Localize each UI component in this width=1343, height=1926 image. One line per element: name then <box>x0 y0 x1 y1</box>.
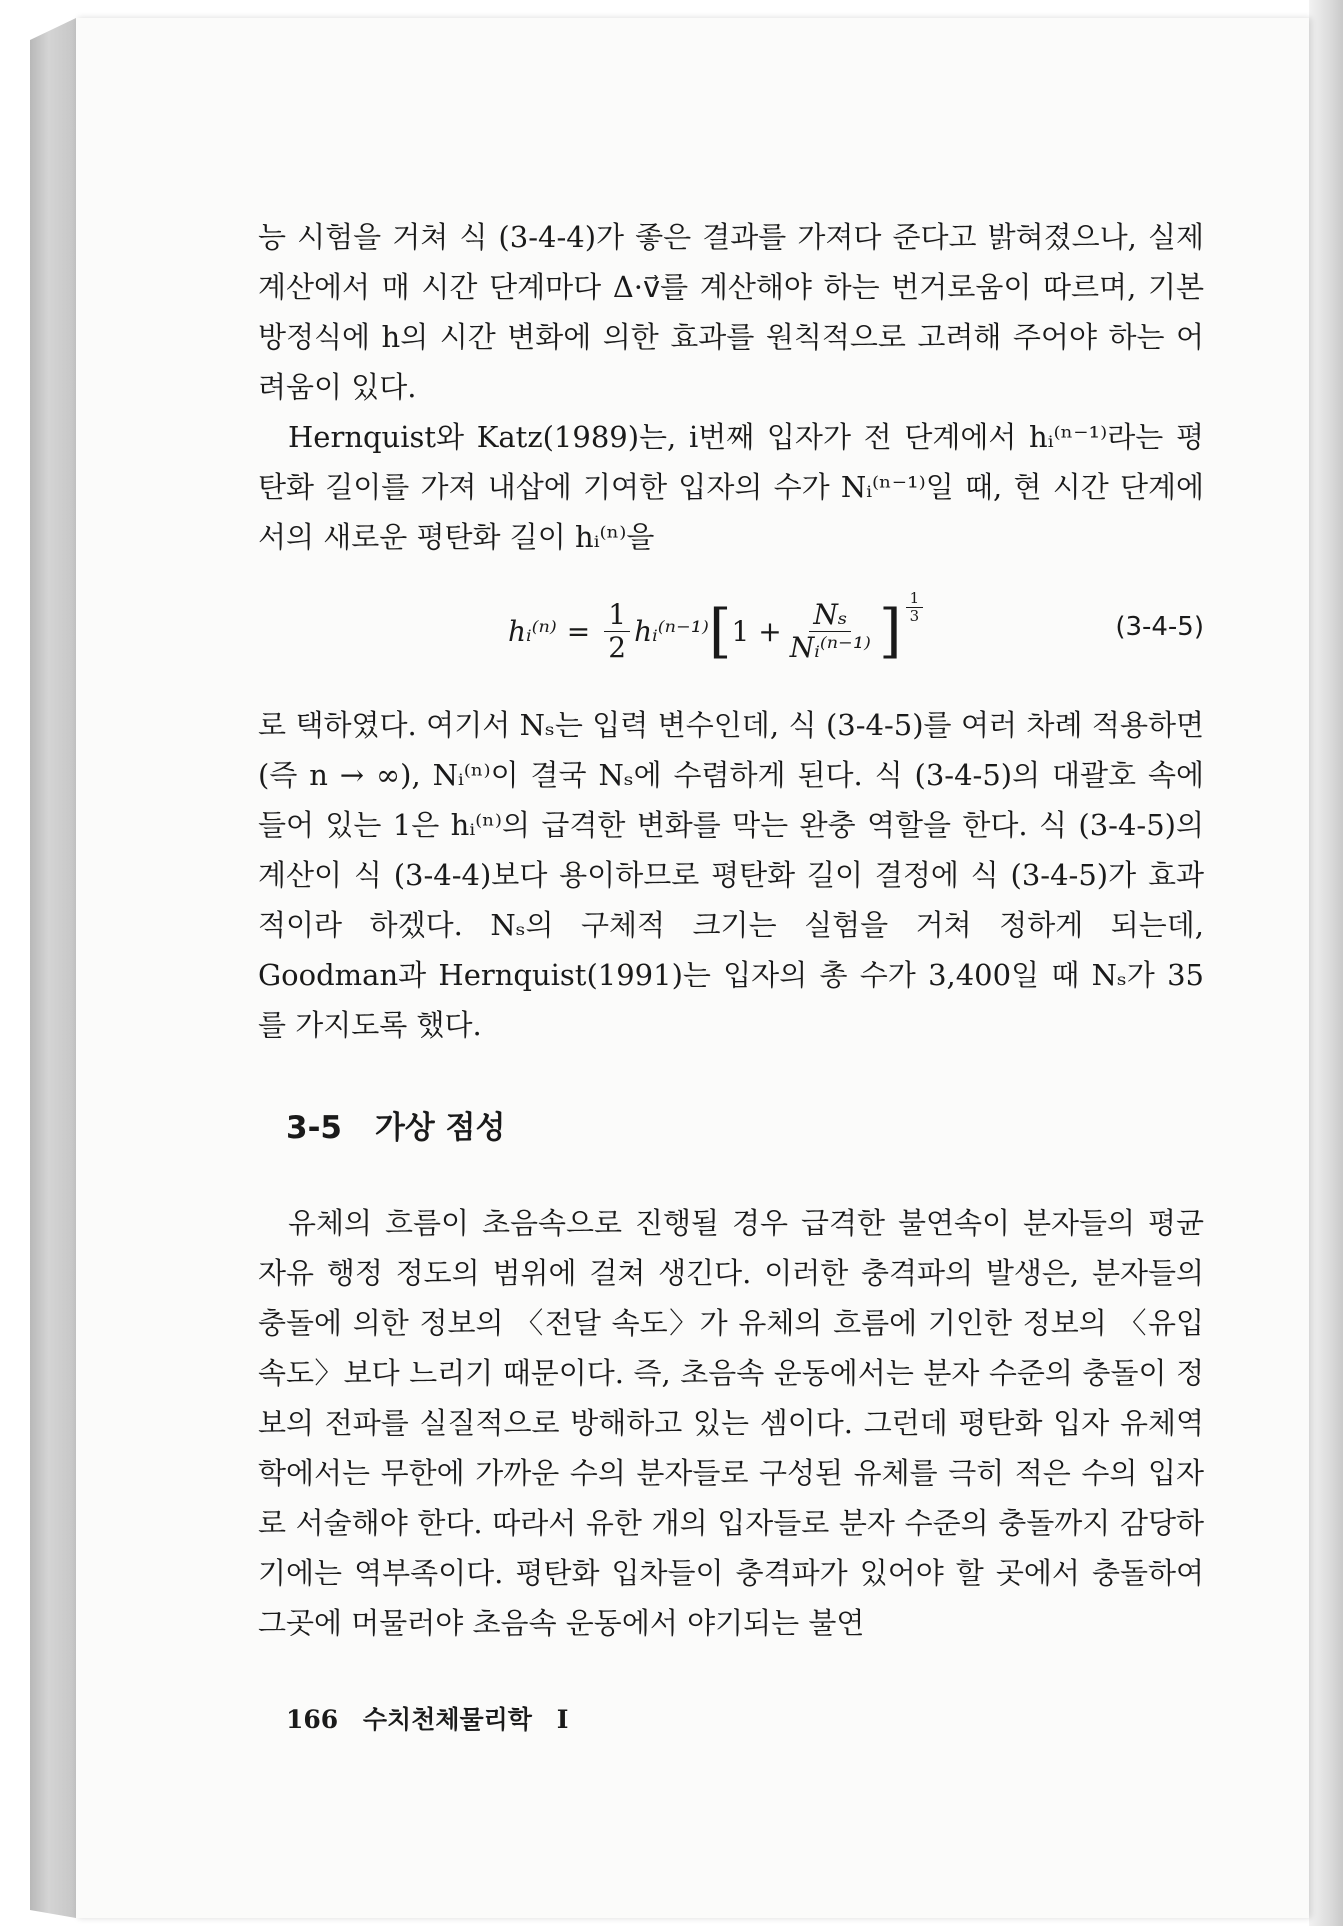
equation-body <box>508 586 927 676</box>
section-number: 3-5 <box>286 1110 343 1146</box>
paragraph-continuation: 능 시험을 거쳐 식 (3-4-4)가 좋은 결과를 가져다 준다고 밝혀졌으나, 실제 계산에서 매 시간 단계마다 Δ·v⃗를 계산해야 하는 번거로움이 따르며, 기본 방정식에 h의 시간 변화에 의한 효과를 원칙적으로 고려해 주어야 하는 어려움이 있다. <box>258 220 1204 404</box>
eq-half-num: 1 <box>604 599 630 632</box>
eq-ns: Nₛ <box>809 599 851 632</box>
eq-ns-fraction <box>786 599 875 664</box>
eq-exp-num: 1 <box>906 590 924 608</box>
eq-exponent <box>906 590 924 625</box>
section-title: 가상 점성 <box>374 1110 506 1146</box>
eq-h-prev: hᵢ⁽ⁿ⁻¹⁾ <box>634 614 709 648</box>
eq-lhs: hᵢ⁽ⁿ⁾ <box>508 614 557 648</box>
page-number: 166 <box>286 1705 339 1734</box>
equation-label: (3-4-5) <box>1115 612 1204 642</box>
book-page-edge <box>1309 0 1343 1926</box>
eq-right-bracket: ] <box>878 597 902 665</box>
paragraph-artificial-viscosity: 유체의 흐름이 초음속으로 진행될 경우 급격한 불연속이 분자들의 평균 자유 행정 정도의 범위에 걸쳐 생긴다. 이러한 충격파의 발생은, 분자들의 충돌에 의한 정보의 〈전달 속도〉가 유체의 흐름에 기인한 정보의 〈유입 속도〉보다 느리기 때문이다. 즉, 초음속 운동에서는 분자 수준의 충돌이 정보의 전파를 실질적으로 방해하고 있는 셈이다. 그런데 평탄화 입자 유체역학에서는 무한에 가까운 수의 분자들로 구성된 유체를 극히 적은 수의 입자로 서술해야 한다. 따라서 유한 개의 입자들로 분자 수준의 충돌까지 감당하기에는 역부족이다. 평탄화 입차들이 충격파가 있어야 할 곳에서 충돌하여 그곳에 머물러야 초음속 운동에서 야기되는 불연 <box>258 1206 1204 1640</box>
book-title: 수치천체물리학 <box>362 1705 532 1734</box>
after-equation-block <box>258 700 1204 1050</box>
eq-one-plus: 1 + <box>731 614 782 648</box>
book-spine-edge <box>30 18 76 1918</box>
paragraph-after-equation: 로 택하였다. 여기서 Nₛ는 입력 변수인데, 식 (3-4-5)를 여러 차례 적용하면(즉 n → ∞), Nᵢ⁽ⁿ⁾이 결국 Nₛ에 수렴하게 된다. 식 (3-4-5)의 대괄호 속에 들어 있는 1은 hᵢ⁽ⁿ⁾의 급격한 변화를 막는 완충 역할을 한다. 식 (3-4-5)의 계산이 식 (3-4-4)보다 용이하므로 평탄화 길이 결정에 식 (3-4-5)가 효과적이라 하겠다. Nₛ의 구체적 크기는 실험을 거쳐 정하게 되는데, Goodman과 Hernquist(1991)는 입자의 총 수가 3,400일 때 Nₛ가 35를 가지도록 했다. <box>258 708 1204 1042</box>
eq-equals: = <box>566 614 591 648</box>
eq-half-den: 2 <box>608 630 627 664</box>
section-heading <box>286 1102 505 1147</box>
eq-exp-den: 3 <box>909 607 920 625</box>
eq-half-fraction <box>604 599 630 664</box>
eq-ni-prev: Nᵢ⁽ⁿ⁻¹⁾ <box>789 630 871 664</box>
eq-left-bracket: [ <box>708 597 732 665</box>
top-text-block <box>258 212 1204 562</box>
section-text-block <box>258 1198 1204 1648</box>
equation-3-4-5 <box>258 586 1204 676</box>
volume-number: I <box>556 1705 569 1734</box>
page-footer <box>286 1700 584 1736</box>
paragraph-hernquist-katz: Hernquist와 Katz(1989)는, i번째 입자가 전 단계에서 hᵢ⁽ⁿ⁻¹⁾라는 평탄화 길이를 가져 내삽에 기여한 입자의 수가 Nᵢ⁽ⁿ⁻¹⁾일 때, 현 시간 단계에서의 새로운 평탄화 길이 hᵢ⁽ⁿ⁾을 <box>258 420 1204 554</box>
